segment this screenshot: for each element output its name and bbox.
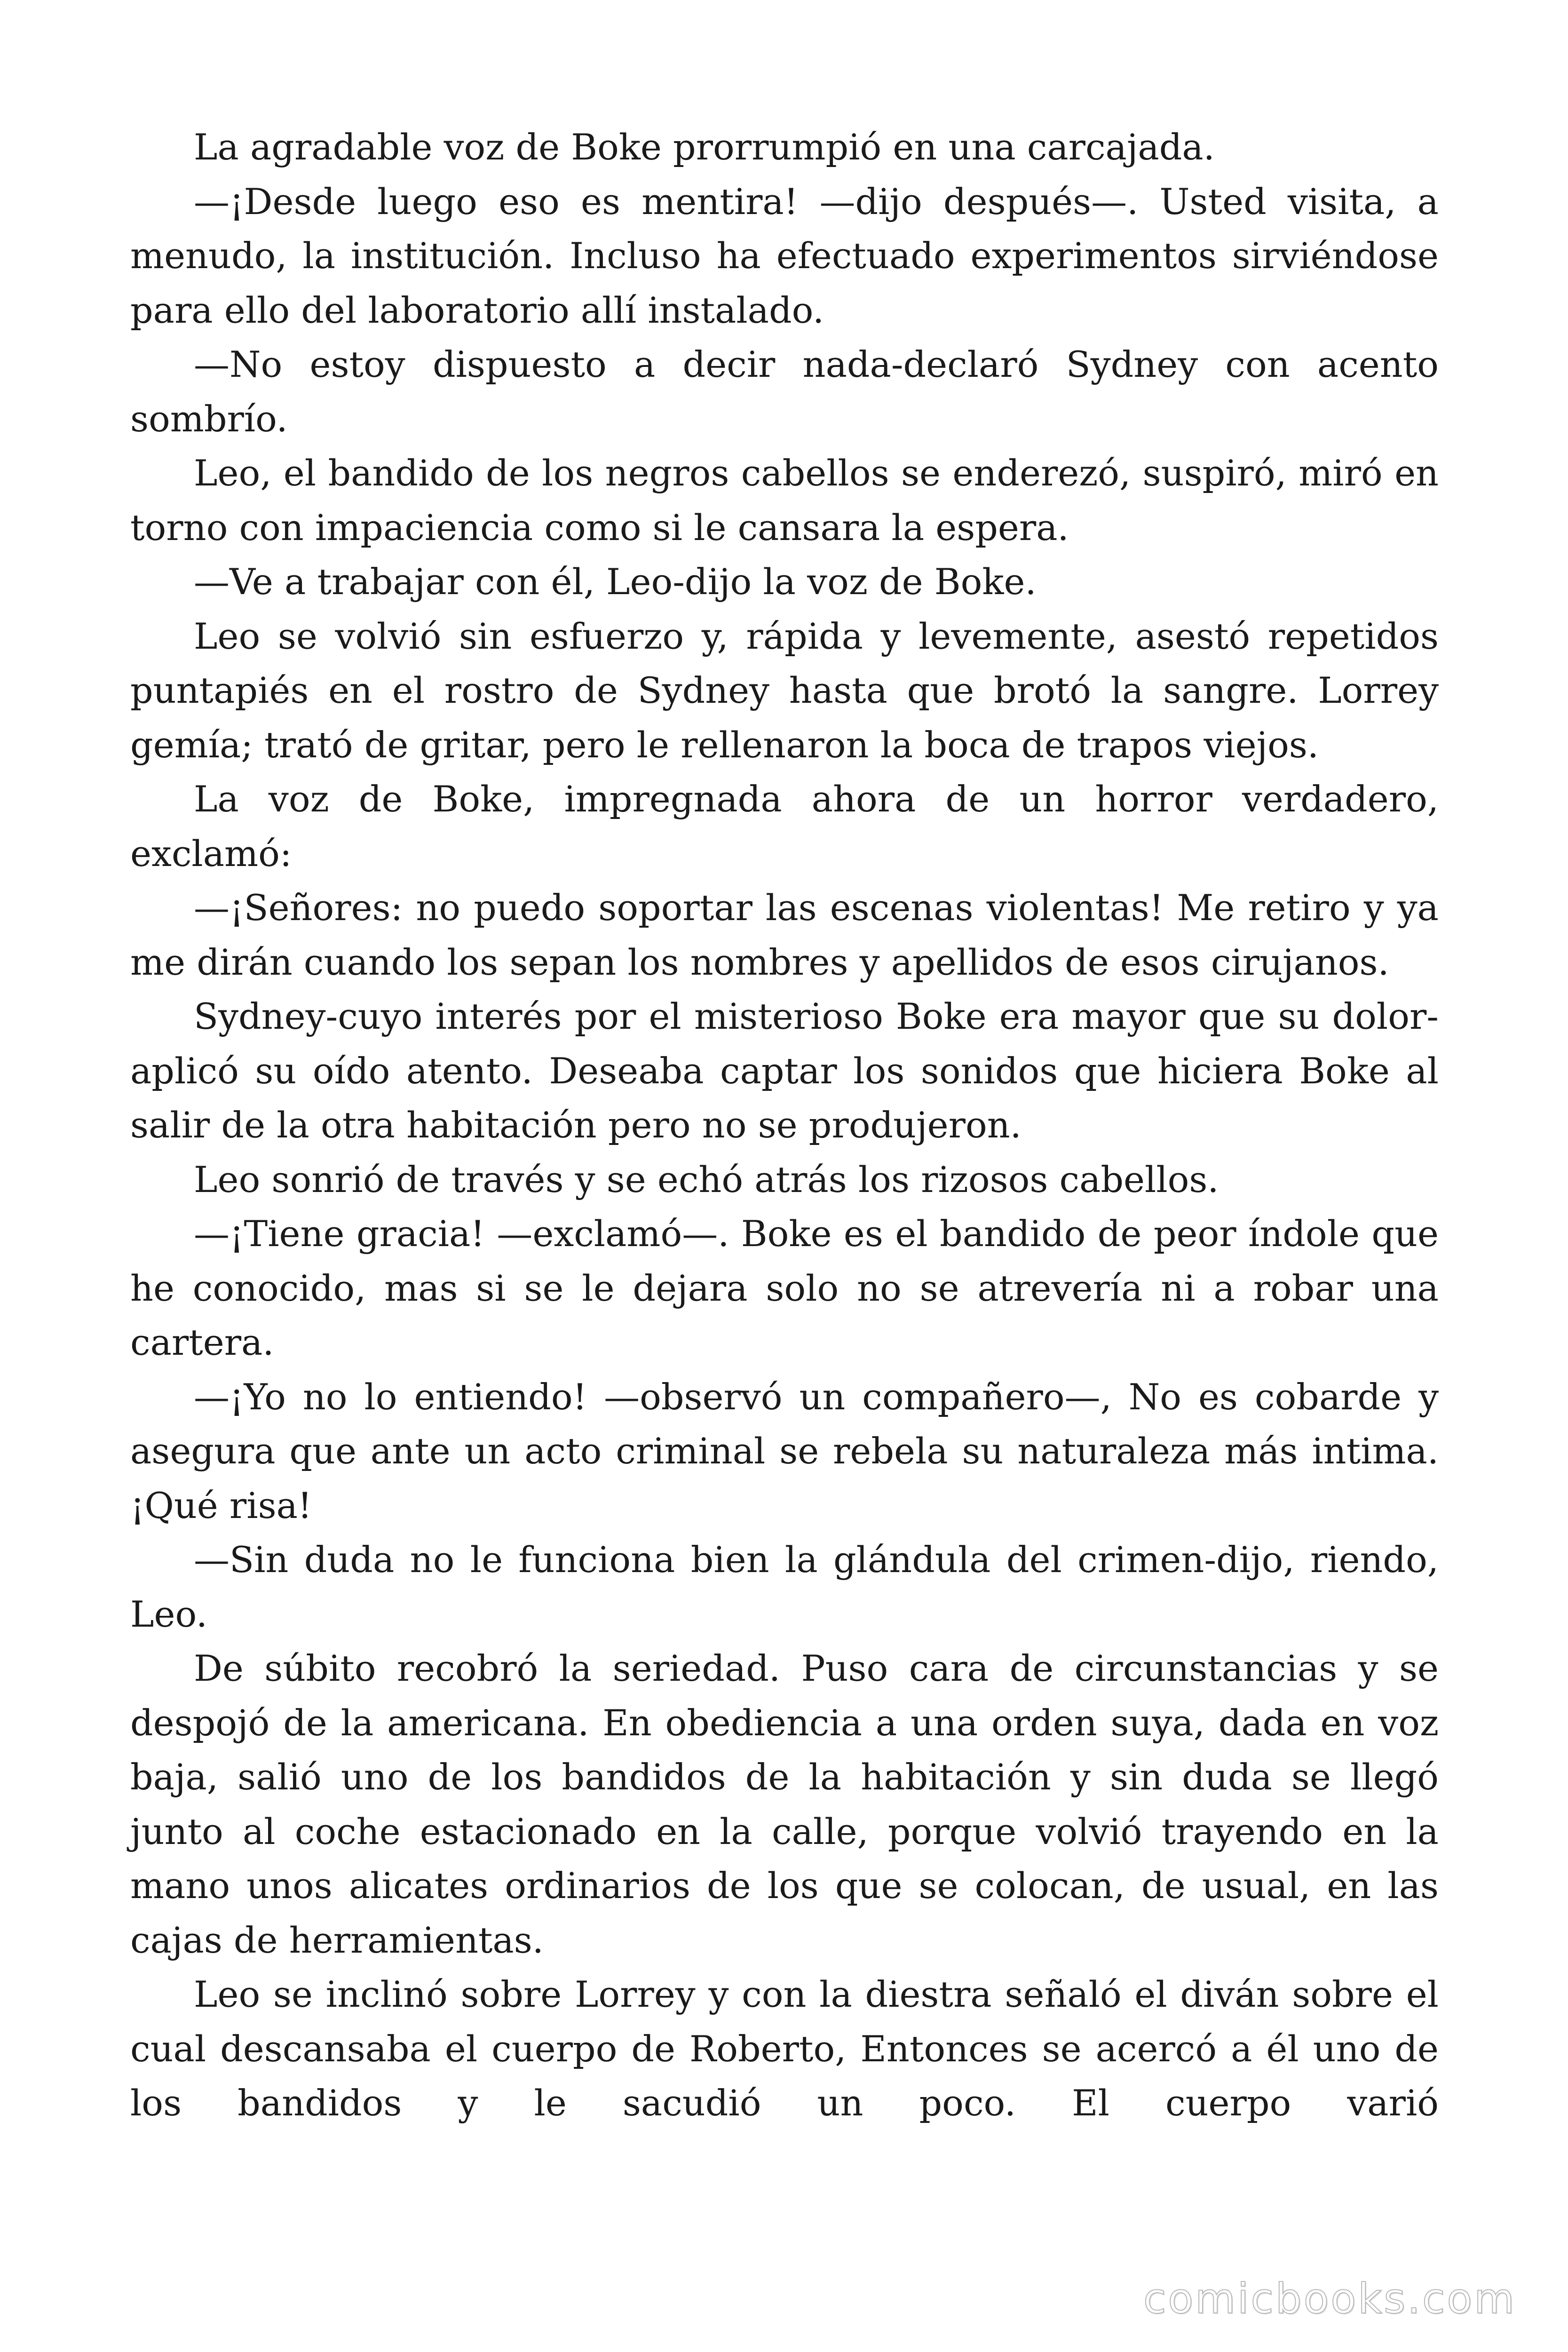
paragraph: —¡Señores: no puedo soportar las escenas violentas! Me retiro y ya me dirán cuando los sepan los nombres y apellidos de esos cirujanos. <box>130 887 1439 983</box>
watermark-text: comicbooks.com <box>1143 2274 1516 2323</box>
paragraph: —Ve a trabajar con él, Leo-dijo la voz de Boke. <box>194 561 1037 603</box>
paragraph: De súbito recobró la seriedad. Puso cara de circunstancias y se despojó de la americana. En obediencia a una orden suya, dada en voz baja, salió uno de los bandidos de la habitación y sin duda se llegó junto al coche estacionado en la calle, porque volvió trayendo en la mano unos alicates ordinarios de los que se colocan, de usual, en las cajas de herramientas. <box>130 1647 1439 1961</box>
paragraph: Leo se inclinó sobre Lorrey y con la diestra señaló el diván sobre el cual descansaba el cuerpo de Roberto, Entonces se acercó a él uno de los bandidos y le sacudió un poco. El cuerpo varió <box>130 1973 1439 2124</box>
page-body <box>130 120 1439 2130</box>
paragraph: —¡Yo no lo entiendo! —observó un compañero—, No es cobarde y asegura que ante un acto criminal se rebela su naturaleza más intima. ¡Qué risa! <box>130 1375 1439 1526</box>
paragraph: —¡Desde luego eso es mentira! —dijo después—. Usted visita, a menudo, la institución. Incluso ha efectuado experimentos sirviéndose para ello del laboratorio allí instalado. <box>130 180 1439 331</box>
paragraph: —Sin duda no le funciona bien la glándula del crimen-dijo, riendo, Leo. <box>130 1539 1439 1635</box>
paragraph: Leo sonrió de través y se echó atrás los rizosos cabellos. <box>194 1158 1219 1200</box>
paragraph: La voz de Boke, impregnada ahora de un horror verdadero, exclamó: <box>130 778 1439 874</box>
paragraph: —No estoy dispuesto a decir nada-declaró Sydney con acento sombrío. <box>130 343 1439 440</box>
paragraph: Leo, el bandido de los negros cabellos se enderezó, suspiró, miró en torno con impaciencia como si le cansara la espera. <box>130 452 1439 548</box>
paragraph: —¡Tiene gracia! —exclamó—. Boke es el bandido de peor índole que he conocido, mas si se le dejara solo no se atrevería ni a robar una cartera. <box>130 1213 1439 1363</box>
paragraph: Sydney-cuyo interés por el misterioso Boke era mayor que su dolor-aplicó su oído atento. Deseaba captar los sonidos que hiciera Boke al salir de la otra habitación pero no se produjeron. <box>130 995 1439 1146</box>
paragraph: La agradable voz de Boke prorrumpió en una carcajada. <box>194 126 1215 168</box>
paragraph: Leo se volvió sin esfuerzo y, rápida y levemente, asestó repetidos puntapiés en el rostro de Sydney hasta que brotó la sangre. Lorrey gemía; trató de gritar, pero le rellenaron la boca de trapos viejos. <box>130 615 1439 766</box>
